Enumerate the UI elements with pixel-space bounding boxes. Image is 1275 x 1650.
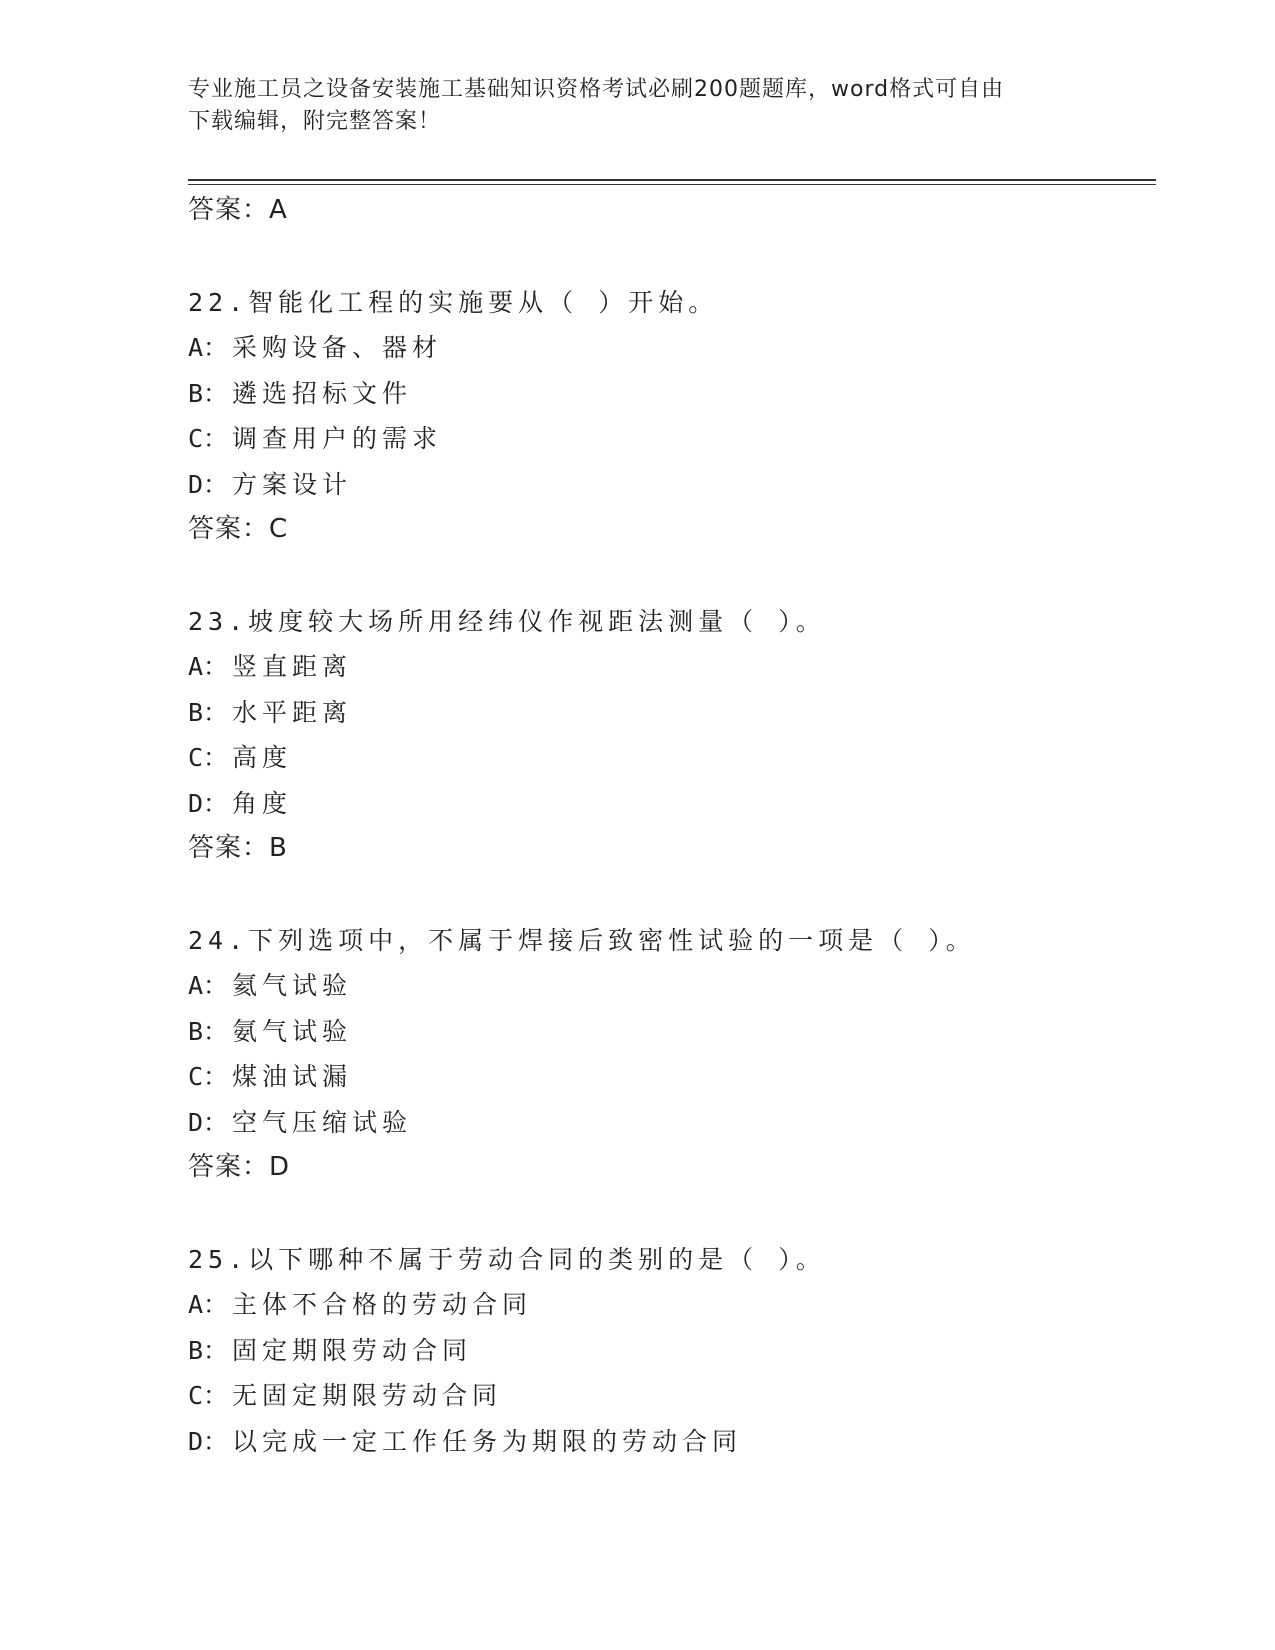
previous-answer: 答案：A bbox=[188, 195, 288, 225]
option-text: 方案设计 bbox=[232, 469, 353, 499]
option-text: 角度 bbox=[232, 788, 293, 818]
option-label: A： bbox=[188, 333, 229, 362]
option-label: D： bbox=[188, 469, 229, 499]
option-text: 氦气试验 bbox=[232, 971, 353, 1000]
header-line-2: 下载编辑，附完整答案！ bbox=[188, 109, 442, 134]
option-text: 竖直距离 bbox=[232, 652, 353, 681]
option-label: B： bbox=[188, 1016, 229, 1046]
header-divider-thin bbox=[188, 184, 1156, 185]
option-d bbox=[188, 781, 1148, 827]
document-header bbox=[188, 74, 1088, 138]
option-label: A： bbox=[188, 1290, 229, 1319]
option-label: D： bbox=[188, 788, 229, 818]
option-d bbox=[188, 1100, 1148, 1146]
option-c bbox=[188, 1054, 1148, 1100]
spacer bbox=[188, 872, 1148, 918]
option-b bbox=[188, 1328, 1148, 1374]
header-line-1: 专业施工员之设备安装施工基础知识资格考试必刷200题题库，word格式可自由 bbox=[188, 77, 1005, 102]
option-text: 水平距离 bbox=[232, 697, 353, 727]
option-b bbox=[188, 1009, 1148, 1055]
option-b bbox=[188, 371, 1148, 417]
option-c bbox=[188, 735, 1148, 781]
option-b bbox=[188, 690, 1148, 736]
option-a bbox=[188, 1282, 1148, 1328]
option-label: D： bbox=[188, 1426, 229, 1456]
option-label: D： bbox=[188, 1107, 229, 1137]
option-text: 无固定期限劳动合同 bbox=[232, 1381, 503, 1410]
header-divider-thick bbox=[188, 179, 1156, 181]
question-answer: 答案：D bbox=[188, 1152, 291, 1182]
question-answer: 答案：C bbox=[188, 514, 289, 544]
option-label: B： bbox=[188, 697, 229, 727]
question-list bbox=[188, 188, 1148, 1464]
question-25 bbox=[188, 1237, 1148, 1465]
spacer bbox=[188, 553, 1148, 599]
option-text: 采购设备、器材 bbox=[232, 333, 443, 362]
question-stem: 23.坡度较大场所用经纬仪作视距法测量（ ）。 bbox=[188, 606, 826, 636]
option-a bbox=[188, 963, 1148, 1009]
option-text: 以完成一定工作任务为期限的劳动合同 bbox=[232, 1426, 743, 1456]
question-stem: 22.智能化工程的实施要从（ ）开始。 bbox=[188, 287, 719, 317]
option-text: 遴选招标文件 bbox=[232, 378, 413, 408]
option-label: C： bbox=[188, 743, 229, 772]
spacer bbox=[188, 1191, 1148, 1237]
option-text: 主体不合格的劳动合同 bbox=[232, 1290, 533, 1319]
question-stem: 25.以下哪种不属于劳动合同的类别的是（ ）。 bbox=[188, 1244, 826, 1274]
question-23 bbox=[188, 599, 1148, 872]
question-22 bbox=[188, 280, 1148, 553]
option-text: 煤油试漏 bbox=[232, 1062, 353, 1091]
option-label: B： bbox=[188, 1335, 229, 1365]
option-label: B： bbox=[188, 378, 229, 408]
option-a bbox=[188, 325, 1148, 371]
option-c bbox=[188, 416, 1148, 462]
option-d bbox=[188, 1419, 1148, 1465]
question-24 bbox=[188, 918, 1148, 1191]
question-stem: 24.下列选项中，不属于焊接后致密性试验的一项是（ ）。 bbox=[188, 925, 976, 955]
option-a bbox=[188, 644, 1148, 690]
option-d bbox=[188, 462, 1148, 508]
option-c bbox=[188, 1373, 1148, 1419]
option-text: 固定期限劳动合同 bbox=[232, 1335, 473, 1365]
option-label: C： bbox=[188, 1381, 229, 1410]
option-label: A： bbox=[188, 652, 229, 681]
option-text: 空气压缩试验 bbox=[232, 1107, 413, 1137]
option-label: C： bbox=[188, 1062, 229, 1091]
option-label: A： bbox=[188, 971, 229, 1000]
option-text: 氨气试验 bbox=[232, 1016, 353, 1046]
spacer bbox=[188, 234, 1148, 280]
question-answer: 答案：B bbox=[188, 833, 288, 863]
option-label: C： bbox=[188, 424, 229, 453]
option-text: 高度 bbox=[232, 743, 293, 772]
option-text: 调查用户的需求 bbox=[232, 424, 443, 453]
